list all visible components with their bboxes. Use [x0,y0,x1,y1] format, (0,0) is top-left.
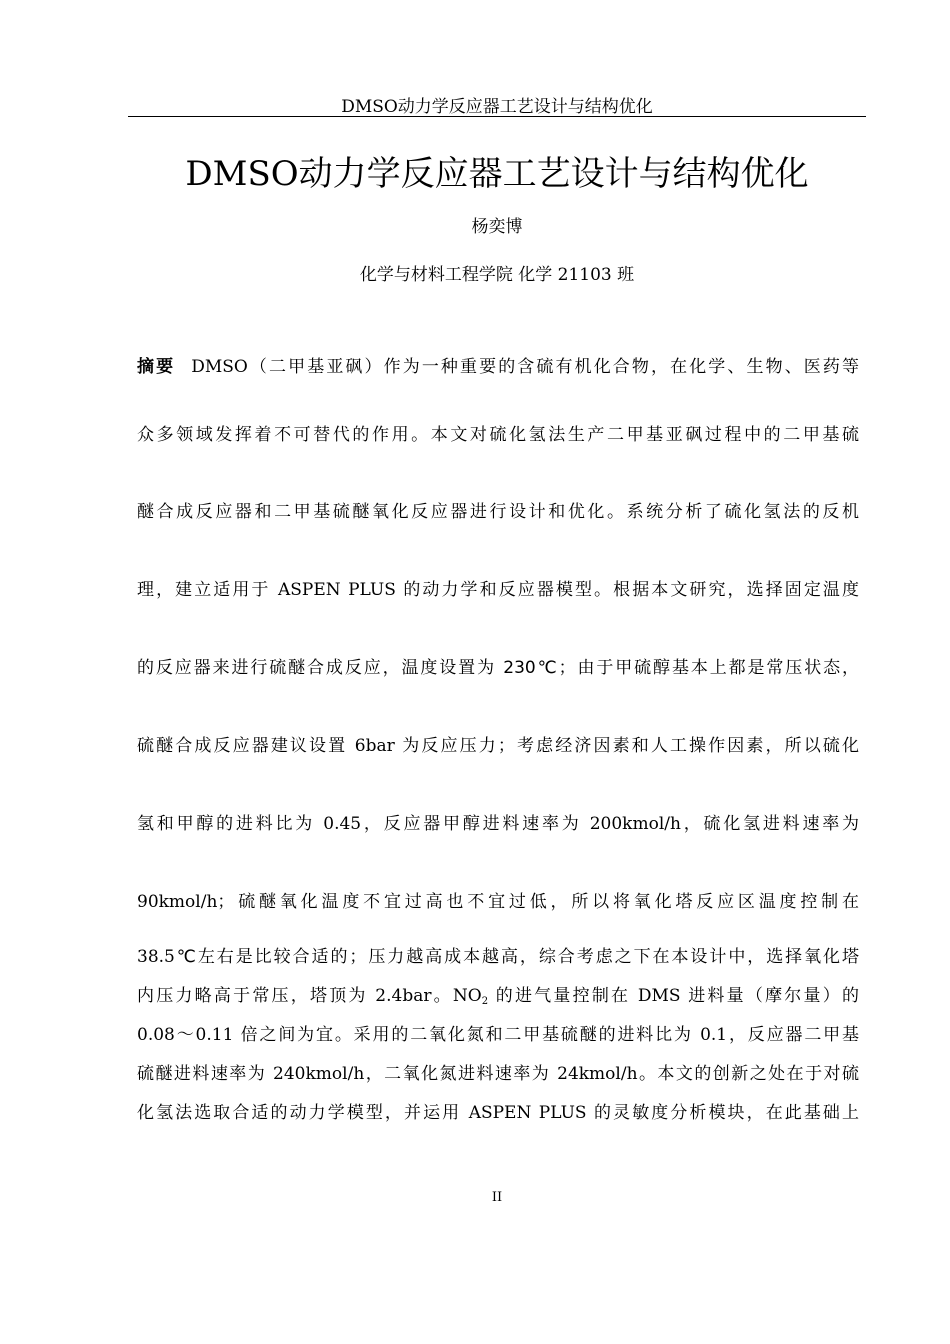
abstract-line-11: 0.08～0.11 倍之间为宜。采用的二氧化氮和二甲基硫醚的进料比为 0.1，反应器二甲基 [137,1025,859,1045]
emphasis-span: 醚合成反应器和二甲基硫醚氧化反应器进行设计和优化。 [137,502,627,522]
abstract-line-4 [137,575,859,600]
emphasis-span: 为反应压力 [402,736,498,756]
text-span: 系统分析了硫化氢法的反机 [626,502,860,522]
page-number: II [491,1190,503,1205]
abstract-line-3 [137,497,859,522]
text-span: 38.5 [137,947,175,967]
abstract-line-8 [137,887,859,912]
emphasis-span: ℃ [174,947,198,967]
emphasis-span: 硫化氢进料速率为 [703,814,860,834]
header-rule [128,116,866,117]
text-span: 理，建立适用于 ASPEN PLUS 的动力学和反应器模型。根据本文研究， [137,580,747,600]
text-span: 200kmol/h， [589,814,704,834]
text-span: 0.45， [323,814,384,834]
text-span: 的进气量控制在 DMS 进料量（摩尔量）的 [488,986,859,1006]
emphasis-span: 硫化 [822,736,860,756]
text-span: 众多领域发挥着不可替代的作用。 [137,425,431,445]
abstract-line-5 [137,653,859,678]
author-name: 杨奕博 [471,217,523,237]
text-span: 90kmol/h [137,892,218,912]
emphasis-span: 氢和甲醇的进料比为 [137,814,324,834]
text-span: 硫醚合成反应器建议设置 6bar [137,736,403,756]
paper-title: DMSO动力学反应器工艺设计与结构优化 [185,154,809,194]
emphasis-span: 本文对硫化氢法生产二甲基亚砜过程中的二甲基硫 [430,425,859,445]
text-span: ；考虑经济因素和人工操作因素，所以 [497,736,823,756]
abstract-line-6 [137,731,859,756]
emphasis-span: 选择固定温度 [746,580,859,600]
abstract-line-13: 化氢法选取合适的动力学模型，并运用 ASPEN PLUS 的灵敏度分析模块，在此基础上 [137,1103,859,1123]
subscript: 2 [481,996,489,1007]
text-span: 所以将氧化塔反应区温度控制在 [571,892,860,912]
text-span: 内压力略高于常压，塔顶为 2.4bar。NO [137,986,482,1006]
text-span: ；由于甲硫醇基本上都是常压状态， [558,658,859,678]
abstract-label: 摘要 [137,357,176,377]
abstract-line-12: 硫醚进料速率为 240kmol/h，二氧化氮进料速率为 24kmol/h。本文的创新之处在于对硫 [137,1064,859,1084]
running-header: DMSO动力学反应器工艺设计与结构优化 [341,97,653,117]
text-span: DMSO（二甲基亚砜）作为一种重要的含硫有机化合物，在化学、生物、医药等 [191,357,859,377]
emphasis-span: 的反应器来进行硫醚合成反应，温度设置为 230℃ [137,658,559,678]
abstract-line-10 [137,981,859,1006]
text-span: 左右是比较合适的；压力越高成本越高，综合考虑之下在本设计中，选择氧化塔 [197,947,859,967]
abstract-line-1 [137,352,859,377]
abstract-line-7 [137,809,859,834]
emphasis-span: 反应器甲醇进料速率为 [383,814,590,834]
affiliation: 化学与材料工程学院 化学 21103 班 [359,265,635,285]
abstract-line-2 [137,420,859,445]
emphasis-span: ；硫醚氧化温度不宜过高也不宜过低， [217,892,572,912]
abstract-line-9 [137,942,859,967]
